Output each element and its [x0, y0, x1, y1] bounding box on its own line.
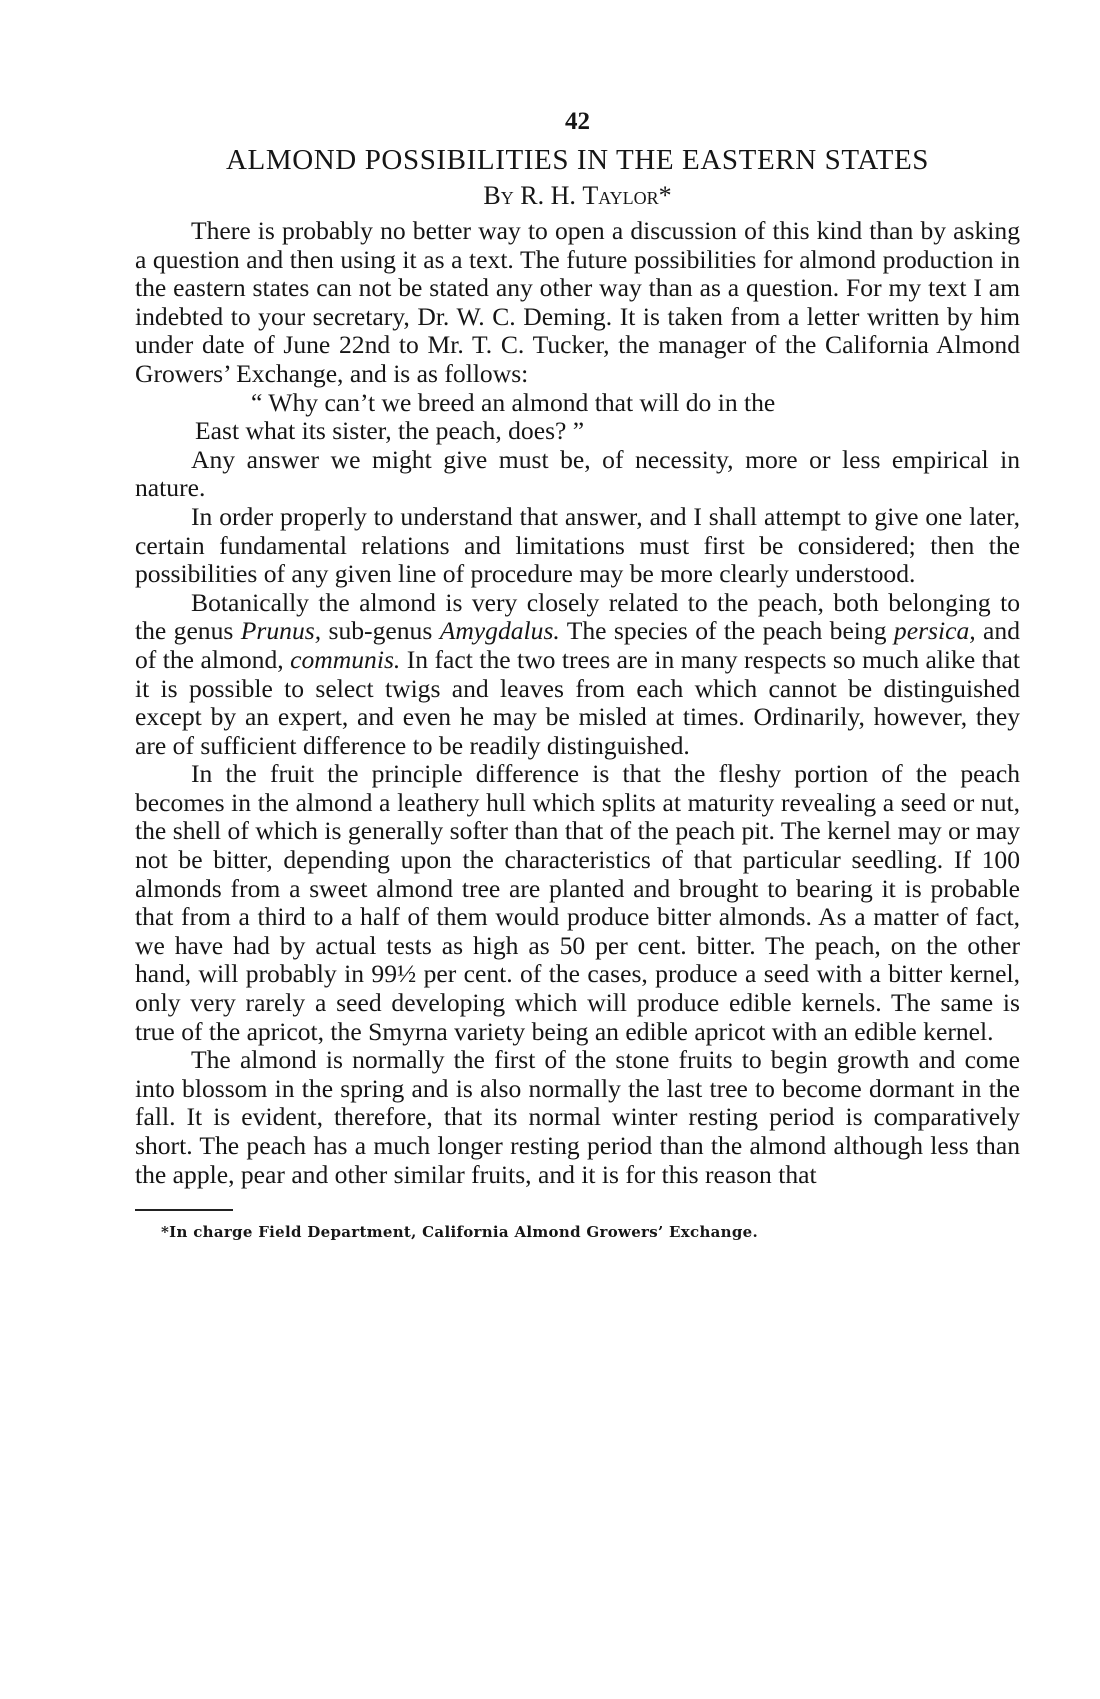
botany-text-2: sub-genus — [321, 616, 440, 646]
botany-text-1: Botanically the almond is very closely related to the peach, both belonging to the genus — [135, 587, 1020, 646]
byline-footnote-marker: * — [658, 181, 672, 210]
botany-text-3: The species of the peach being — [559, 616, 894, 646]
botany-text-5: In fact the two trees are in many respects so much alike that it is possible to select twigs and leaves from each which cannot be distinguished except by an expert, and even he may be misled at times. Ordinarily, however, they are of sufficient difference to be readily distinguished. — [135, 644, 1021, 760]
botany-text-4: and of the almond, — [135, 616, 1020, 674]
quote-line-1: “ Why can’t we breed an almond that will do in the — [251, 387, 776, 417]
quote-line-2: East what its sister, the peach, does? ” — [195, 416, 585, 446]
peach-species-name: persica, — [893, 616, 976, 646]
byline-by: By — [483, 181, 514, 210]
genus-name: Prunus, — [240, 616, 322, 646]
article-body — [135, 217, 1020, 1189]
page-number: 42 — [565, 108, 590, 135]
byline-initials: R. H. — [520, 181, 576, 210]
byline — [135, 181, 1020, 211]
paragraph-understanding: In order properly to understand that answer, and I shall attempt to give one later, certain fundamental relations and limitations must first be considered; then the possibilities of any given line of procedure may be more clearly understood. — [135, 501, 1020, 589]
footnote: *In charge Field Department, California Almond Growers’ Exchange. — [161, 1223, 759, 1242]
subgenus-name: Amygdalus. — [439, 616, 560, 646]
paragraph-intro: There is probably no better way to open a discussion of this kind than by asking a question and then using it as a text. The future possibilities for almond production in the eastern states can not be stated any other way than as a question. For my text I am indebted to your secretary, Dr. W. C. Deming. It is taken from a letter written by him under date of June 22nd to Mr. T. C. Tucker, the manager of the California Almond Growers’ Exchange, and is as follows: — [135, 216, 1020, 388]
article-title: ALMOND POSSIBILITIES IN THE EASTERN STATES — [225, 144, 930, 176]
byline-surname: Taylor — [582, 181, 659, 210]
paragraph-botany — [135, 589, 1020, 761]
block-quote — [135, 389, 1020, 446]
paragraph-answer: Any answer we might give must be, of necessity, more or less empirical in nature. — [135, 444, 1020, 503]
paragraph-resting-period: The almond is normally the first of the stone fruits to begin growth and come into blossom in the spring and is also normally the last tree to become dormant in the fall. It is evident, therefore, that its normal winter resting period is comparatively short. The peach has a much longer resting period than the almond although less than the apple, pear and other similar fruits, and it is for this reason that — [135, 1045, 1020, 1189]
almond-species-name: communis. — [290, 644, 401, 674]
document-page — [135, 108, 1020, 1241]
paragraph-fruit: In the fruit the principle difference is that the fleshy portion of the peach becomes in the almond a leathery hull which splits at maturity revealing a seed or nut, the shell of which is generally softer than that of the peach pit. The kernel may or may not be bitter, depending upon the characteristics of that particular seedling. If 100 almonds from a sweet almond tree are planted and brought to bearing it is probable that from a third to a half of them would produce bitter almonds. As a matter of fact, we have had by actual tests as high as 50 per cent. bitter. The peach, on the other hand, will probably in 99½ per cent. of the cases, produce a seed with a bitter kernel, only very rarely a seed developing which will produce edible kernels. The same is true of the apricot, the Smyrna variety being an edible apricot with an edible kernel. — [135, 759, 1020, 1046]
footnote-divider — [135, 1209, 233, 1211]
